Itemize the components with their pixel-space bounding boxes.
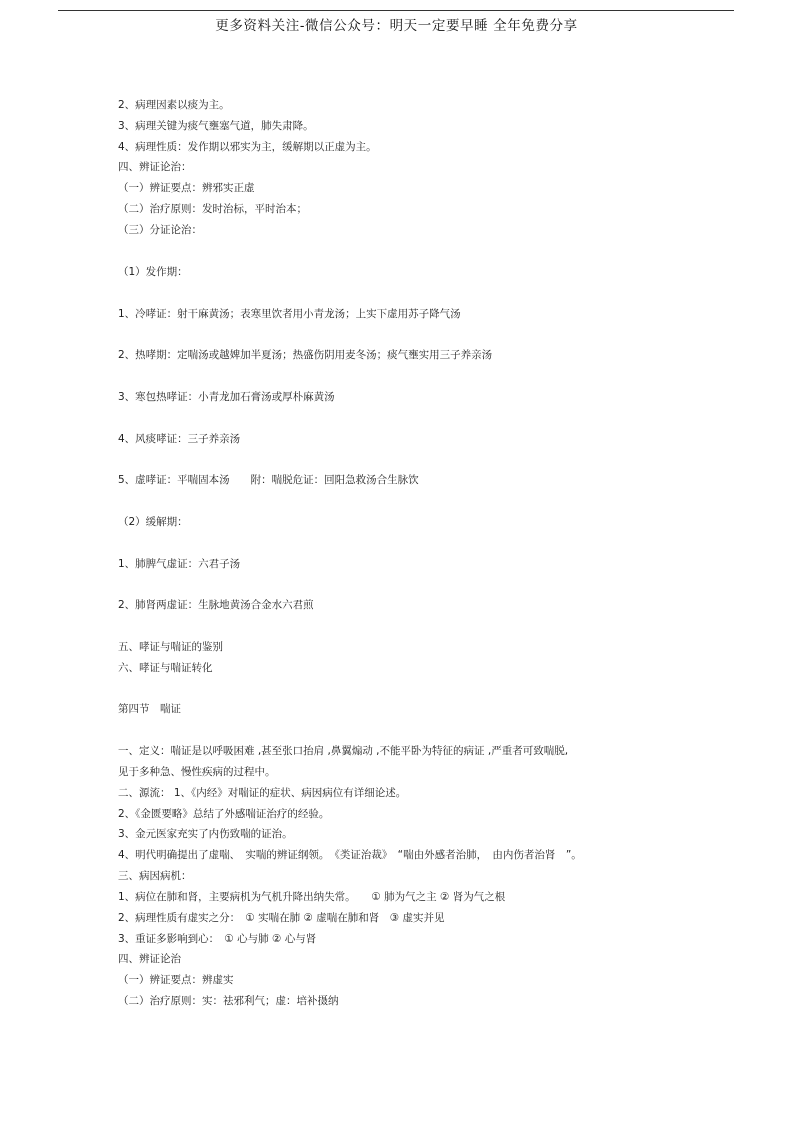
text-line: （三）分证论治： (118, 224, 202, 236)
text-line: 4、风痰哮证：三子养亲汤 (118, 433, 241, 445)
text-line: 4、明代明确提出了虚喘、 实喘的辨证纲领。 《类证治裁》 “喘由外感者治肺， 由内伤者治肾 ”。 (118, 849, 582, 861)
text-line: 2、热哮期：定喘汤或越婢加半夏汤；热盛伤阴用麦冬汤；痰气壅实用三子养亲汤 (118, 349, 493, 361)
text-line: 1、肺脾气虚证：六君子汤 (118, 558, 241, 570)
text-line: 2、《金匮要略》总结了外感喘证治疗的经验。 (118, 808, 330, 820)
text-line: 1、冷哮证：射干麻黄汤；表寒里饮者用小青龙汤；上实下虚用苏子降气汤 (118, 308, 461, 320)
text-line: 3、病理关键为痰气壅塞气道，肺失肃降。 (118, 120, 314, 132)
text-line: （二）治疗原则：发时治标，平时治本； (118, 203, 307, 215)
text-line: 5、虚哮证：平喘固本汤 附：喘脱危证：回阳急救汤合生脉饮 (118, 474, 419, 486)
section-heading: 六、哮证与喘证转化 (118, 662, 213, 674)
text-line: 二、源流： 1、《内经》对喘证的症状、病因病位有详细论述。 (118, 787, 407, 799)
text-line: （一）辨证要点：辨邪实正虚 (118, 182, 255, 194)
header-divider (58, 10, 734, 11)
text-line: 2、肺肾两虚证：生脉地黄汤合金水六君煎 (118, 599, 314, 611)
section-heading: 四、辨证论治 (118, 953, 181, 965)
text-line: （二）治疗原则：实：祛邪利气；虚：培补摄纳 (118, 995, 339, 1007)
text-line: 3、寒包热哮证：小青龙加石膏汤或厚朴麻黄汤 (118, 391, 335, 403)
text-line: （1）发作期： (118, 266, 188, 278)
text-line: 3、重证多影响到心： ① 心与肺 ② 心与肾 (118, 933, 317, 945)
section-heading: 五、哮证与喘证的鉴别 (118, 641, 223, 653)
section-heading: 三、病因病机： (118, 870, 192, 882)
text-line: （一）辨证要点：辨虚实 (118, 974, 234, 986)
text-line: 4、病理性质：发作期以邪实为主，缓解期以正虚为主。 (118, 141, 377, 153)
text-line: （2）缓解期： (118, 516, 188, 528)
text-line: 2、病理性质有虚实之分： ① 实喘在肺 ② 虚喘在肺和肾 ③ 虚实并见 (118, 912, 445, 924)
chapter-heading: 第四节 喘证 (118, 703, 181, 715)
page-header: 更多资料关注-微信公众号：明天一定要早睡 全年免费分享 (215, 18, 578, 34)
text-line: 1、病位在肺和肾，主要病机为气机升降出纳失常。 ① 肺为气之主 ② 肾为气之根 (118, 891, 506, 903)
text-line: 2、病理因素以痰为主。 (118, 99, 230, 111)
section-heading: 四、辨证论治： (118, 161, 192, 173)
text-line: 3、金元医家充实了内伤致喘的证治。 (118, 828, 293, 840)
text-line: 见于多种急、慢性疾病的过程中。 (118, 766, 276, 778)
text-line: 一、定义：喘证是以呼吸困难 ,甚至张口抬肩 ,鼻翼煽动 ,不能平卧为特征的病证 ,严重者可致喘脱, (118, 745, 569, 757)
